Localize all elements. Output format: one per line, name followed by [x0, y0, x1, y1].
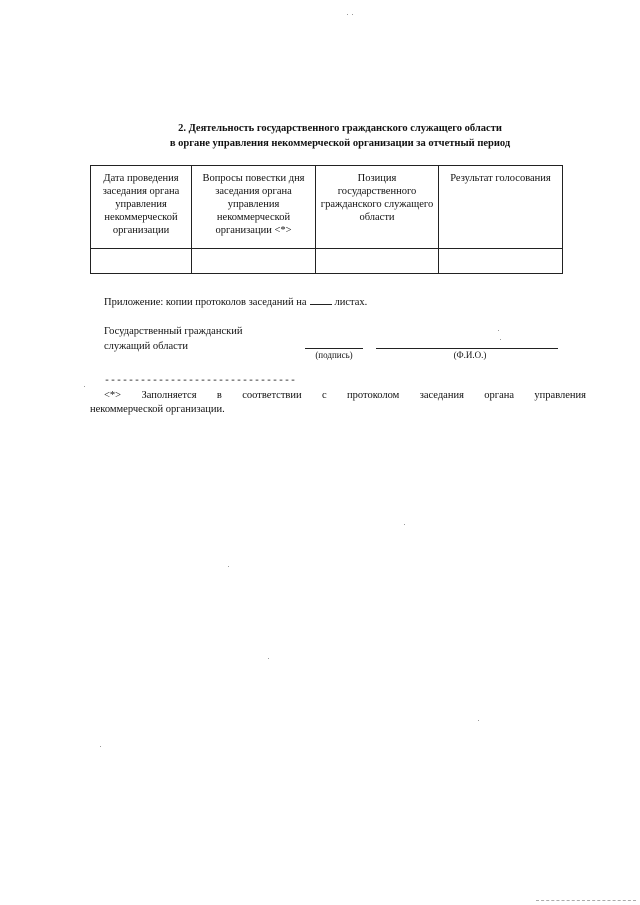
scan-speck	[478, 720, 479, 721]
scan-speck	[84, 386, 85, 387]
header-voting-result: Результат голосования	[439, 166, 563, 249]
scan-speck	[352, 14, 353, 15]
table-cell	[316, 249, 439, 274]
scan-speck	[347, 14, 348, 15]
section-title-line-1: 2. Деятельность государственного гражданского служащего области	[178, 123, 502, 134]
section-title-line-2: в органе управления некоммерческой организации за отчетный период	[169, 138, 511, 149]
table-cell	[439, 249, 563, 274]
footnote	[90, 389, 586, 417]
signer-line-2: служащий области	[104, 341, 188, 352]
header-agenda-questions: Вопросы повестки дня заседания органа управления некоммерческой организации <*>	[192, 166, 316, 249]
sheet-count-blank	[310, 294, 332, 305]
attachment-line	[104, 294, 367, 308]
footnote-text-line-1: <*> Заполняется в соответствии с протоколом заседания органа управления	[104, 390, 586, 401]
scan-speck	[404, 524, 405, 525]
scan-speck	[228, 566, 229, 567]
signature-label: (подпись)	[315, 350, 353, 360]
signature-line	[305, 348, 363, 349]
name-line	[376, 348, 558, 349]
attachment-prefix: Приложение: копии протоколов заседаний на	[104, 297, 307, 308]
scan-speck	[500, 339, 501, 340]
signer-line-1: Государственный гражданский	[104, 326, 243, 337]
header-servant-position: Позиция государственного гражданского служащего области	[316, 166, 439, 249]
attachment-suffix: листах.	[334, 297, 368, 308]
table-cell	[192, 249, 316, 274]
header-meeting-date: Дата проведения заседания органа управления некоммерческой организации	[91, 166, 192, 249]
section-title	[80, 121, 600, 151]
signer-block	[104, 324, 242, 354]
scan-edge-marks	[536, 900, 636, 903]
footnote-separator: --------------------------------	[104, 376, 297, 387]
scan-speck	[100, 746, 101, 747]
activity-table	[90, 165, 563, 274]
table-header-row	[91, 166, 563, 249]
scan-speck	[498, 330, 499, 331]
footnote-text-line-2: некоммерческой организации.	[90, 404, 225, 415]
name-label: (Ф.И.О.)	[453, 350, 487, 360]
table-cell	[91, 249, 192, 274]
table-row	[91, 249, 563, 274]
scan-speck	[268, 658, 269, 659]
